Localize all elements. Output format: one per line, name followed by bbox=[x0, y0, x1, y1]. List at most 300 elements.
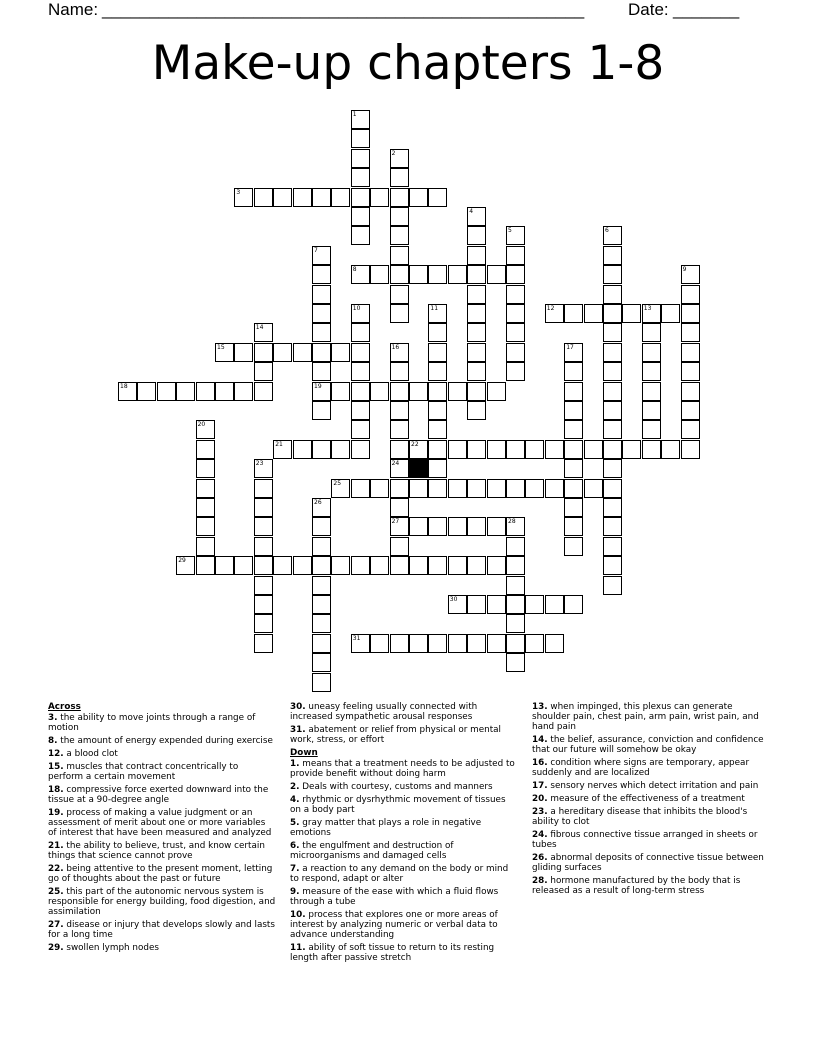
grid-cell[interactable] bbox=[467, 595, 486, 614]
grid-cell[interactable] bbox=[428, 382, 447, 401]
grid-cell[interactable] bbox=[506, 634, 525, 653]
across-clue bbox=[48, 785, 276, 805]
grid-cell[interactable] bbox=[370, 188, 389, 207]
grid-cell[interactable] bbox=[603, 323, 622, 342]
header bbox=[48, 0, 748, 20]
clue-text: a reaction to any demand on the body or mind to respond, adapt or alter bbox=[290, 864, 509, 884]
grid-cell[interactable] bbox=[351, 304, 370, 323]
grid-cell[interactable] bbox=[390, 556, 409, 575]
grid-cell[interactable] bbox=[312, 614, 331, 633]
clue-text: gray matter that plays a role in negative emotions bbox=[290, 818, 482, 838]
grid-cell[interactable] bbox=[467, 362, 486, 381]
grid-cell[interactable] bbox=[661, 304, 680, 323]
grid-cell[interactable] bbox=[234, 188, 253, 207]
grid-cell[interactable] bbox=[467, 265, 486, 284]
grid-cell[interactable] bbox=[196, 420, 215, 439]
grid-cell[interactable] bbox=[545, 595, 564, 614]
grid-cell[interactable] bbox=[525, 440, 544, 459]
grid-cell[interactable] bbox=[661, 440, 680, 459]
clue-number: 17 bbox=[566, 343, 574, 351]
grid-cell[interactable] bbox=[428, 556, 447, 575]
grid-cell[interactable] bbox=[312, 304, 331, 323]
grid-cell[interactable] bbox=[564, 362, 583, 381]
grid-cell[interactable] bbox=[603, 343, 622, 362]
grid-cell[interactable] bbox=[467, 285, 486, 304]
grid-cell[interactable] bbox=[448, 382, 467, 401]
grid-cell[interactable] bbox=[681, 440, 700, 459]
grid-cell[interactable] bbox=[506, 226, 525, 245]
grid-cell[interactable] bbox=[351, 634, 370, 653]
grid-cell[interactable] bbox=[545, 304, 564, 323]
grid-cell[interactable] bbox=[196, 537, 215, 556]
grid-cell[interactable] bbox=[603, 498, 622, 517]
grid-cell[interactable] bbox=[234, 382, 253, 401]
grid-cell[interactable] bbox=[254, 517, 273, 536]
grid-cell[interactable] bbox=[584, 304, 603, 323]
grid-cell[interactable] bbox=[254, 323, 273, 342]
grid-cell[interactable] bbox=[564, 517, 583, 536]
grid-cell[interactable] bbox=[196, 556, 215, 575]
grid-cell[interactable] bbox=[506, 614, 525, 633]
clue-number-label: 15. bbox=[48, 762, 64, 772]
grid-cell[interactable] bbox=[428, 323, 447, 342]
grid-cell[interactable] bbox=[409, 382, 428, 401]
grid-cell[interactable] bbox=[390, 362, 409, 381]
grid-cell[interactable] bbox=[390, 498, 409, 517]
grid-cell[interactable] bbox=[312, 246, 331, 265]
grid-cell[interactable] bbox=[331, 382, 350, 401]
grid-cell[interactable] bbox=[448, 595, 467, 614]
grid-cell[interactable] bbox=[428, 440, 447, 459]
grid-cell[interactable] bbox=[681, 420, 700, 439]
grid-cell[interactable] bbox=[293, 556, 312, 575]
grid-cell[interactable] bbox=[564, 537, 583, 556]
grid-cell[interactable] bbox=[293, 343, 312, 362]
grid-cell[interactable] bbox=[428, 459, 447, 478]
grid-cell[interactable] bbox=[448, 479, 467, 498]
clue-number: 16 bbox=[391, 343, 400, 351]
grid-cell[interactable] bbox=[312, 285, 331, 304]
grid-cell[interactable] bbox=[254, 537, 273, 556]
grid-cell[interactable] bbox=[254, 382, 273, 401]
date-line[interactable]: _______ bbox=[673, 0, 740, 19]
grid-cell[interactable] bbox=[448, 265, 467, 284]
grid-cell[interactable] bbox=[118, 382, 137, 401]
grid-cell[interactable] bbox=[351, 362, 370, 381]
grid-cell[interactable] bbox=[603, 556, 622, 575]
grid-cell[interactable] bbox=[312, 537, 331, 556]
grid-cell[interactable] bbox=[351, 343, 370, 362]
grid-cell[interactable] bbox=[467, 401, 486, 420]
grid-cell[interactable] bbox=[564, 440, 583, 459]
grid-cell[interactable] bbox=[312, 556, 331, 575]
grid-cell[interactable] bbox=[390, 149, 409, 168]
grid-cell[interactable] bbox=[351, 188, 370, 207]
clue-number-label: 19. bbox=[48, 808, 64, 818]
grid-cell[interactable] bbox=[254, 479, 273, 498]
grid-cell[interactable] bbox=[390, 634, 409, 653]
clue-number: 6 bbox=[605, 227, 609, 235]
clue-number-label: 10. bbox=[290, 910, 306, 920]
grid-cell[interactable] bbox=[351, 323, 370, 342]
grid-cell[interactable] bbox=[312, 498, 331, 517]
grid-cell[interactable] bbox=[428, 188, 447, 207]
grid-cell[interactable] bbox=[351, 420, 370, 439]
down-clue bbox=[532, 830, 768, 850]
grid-cell[interactable] bbox=[351, 479, 370, 498]
grid-cell[interactable] bbox=[312, 517, 331, 536]
grid-cell[interactable] bbox=[351, 265, 370, 284]
grid-cell[interactable] bbox=[622, 304, 641, 323]
grid-cell[interactable] bbox=[254, 576, 273, 595]
grid-cell[interactable] bbox=[428, 401, 447, 420]
clue-number: 21 bbox=[275, 440, 283, 448]
grid-cell[interactable] bbox=[467, 343, 486, 362]
down-clue bbox=[532, 794, 768, 804]
grid-cell[interactable] bbox=[681, 382, 700, 401]
grid-cell[interactable] bbox=[390, 517, 409, 536]
grid-cell[interactable] bbox=[390, 440, 409, 459]
grid-cell[interactable] bbox=[681, 265, 700, 284]
grid-cell[interactable] bbox=[603, 265, 622, 284]
grid-cell[interactable] bbox=[506, 556, 525, 575]
grid-cell[interactable] bbox=[448, 634, 467, 653]
grid-cell[interactable] bbox=[351, 207, 370, 226]
grid-cell[interactable] bbox=[331, 343, 350, 362]
across-clue bbox=[48, 887, 276, 917]
grid-cell[interactable] bbox=[603, 382, 622, 401]
grid-cell[interactable] bbox=[622, 440, 641, 459]
grid-cell[interactable] bbox=[487, 265, 506, 284]
clue-number: 22 bbox=[411, 440, 419, 448]
grid-cell[interactable] bbox=[331, 556, 350, 575]
grid-cell[interactable] bbox=[603, 246, 622, 265]
grid-cell[interactable] bbox=[312, 265, 331, 284]
grid-cell[interactable] bbox=[467, 246, 486, 265]
grid-cell[interactable] bbox=[409, 265, 428, 284]
grid-cell[interactable] bbox=[681, 304, 700, 323]
grid-cell[interactable] bbox=[603, 576, 622, 595]
grid-cell[interactable] bbox=[196, 479, 215, 498]
grid-cell[interactable] bbox=[448, 440, 467, 459]
grid-cell[interactable] bbox=[506, 479, 525, 498]
grid-cell[interactable] bbox=[642, 323, 661, 342]
grid-cell[interactable] bbox=[409, 556, 428, 575]
clue-text: rhythmic or dysrhythmic movement of tissues on a body part bbox=[290, 795, 506, 815]
grid-cell[interactable] bbox=[351, 440, 370, 459]
grid-cell[interactable] bbox=[467, 226, 486, 245]
grid-cell[interactable] bbox=[564, 382, 583, 401]
clue-number-label: 11. bbox=[290, 943, 306, 953]
grid-cell[interactable] bbox=[351, 110, 370, 129]
grid-cell[interactable] bbox=[409, 188, 428, 207]
grid-cell[interactable] bbox=[467, 556, 486, 575]
grid-cell[interactable] bbox=[254, 595, 273, 614]
clue-text: disease or injury that develops slowly and lasts for a long time bbox=[48, 920, 275, 940]
grid-cell[interactable] bbox=[390, 304, 409, 323]
grid-cell[interactable] bbox=[506, 246, 525, 265]
clue-number: 13 bbox=[643, 305, 652, 312]
grid-cell[interactable] bbox=[642, 401, 661, 420]
grid-cell[interactable] bbox=[564, 401, 583, 420]
grid-cell[interactable] bbox=[312, 653, 331, 672]
grid-cell[interactable] bbox=[409, 517, 428, 536]
grid-cell[interactable] bbox=[603, 226, 622, 245]
grid-cell[interactable] bbox=[467, 440, 486, 459]
grid-cell[interactable] bbox=[312, 323, 331, 342]
grid-cell[interactable] bbox=[390, 285, 409, 304]
grid-cell[interactable] bbox=[603, 401, 622, 420]
grid-cell[interactable] bbox=[564, 420, 583, 439]
grid-cell[interactable] bbox=[390, 459, 409, 478]
across-clue-list-continued bbox=[290, 702, 518, 745]
grid-cell[interactable] bbox=[196, 459, 215, 478]
grid-cell[interactable] bbox=[312, 188, 331, 207]
grid-cell[interactable] bbox=[351, 168, 370, 187]
grid-cell[interactable] bbox=[506, 517, 525, 536]
grid-cell[interactable] bbox=[642, 440, 661, 459]
grid-cell[interactable] bbox=[506, 440, 525, 459]
grid-cell[interactable] bbox=[312, 634, 331, 653]
grid-cell[interactable] bbox=[331, 479, 350, 498]
grid-cell[interactable] bbox=[681, 323, 700, 342]
grid-cell[interactable] bbox=[157, 382, 176, 401]
grid-cell[interactable] bbox=[642, 304, 661, 323]
clue-number: 4 bbox=[469, 208, 474, 215]
clue-number-label: 22. bbox=[48, 864, 64, 874]
grid-cell[interactable] bbox=[273, 556, 292, 575]
name-line[interactable]: ___________________________________________________ bbox=[102, 0, 585, 19]
grid-cell[interactable] bbox=[196, 440, 215, 459]
grid-cell[interactable] bbox=[564, 498, 583, 517]
grid-cell[interactable] bbox=[312, 382, 331, 401]
grid-cell[interactable] bbox=[603, 304, 622, 323]
grid-cell[interactable] bbox=[254, 459, 273, 478]
grid-cell[interactable] bbox=[506, 576, 525, 595]
grid-cell[interactable] bbox=[196, 517, 215, 536]
grid-cell[interactable] bbox=[254, 188, 273, 207]
grid-cell[interactable] bbox=[467, 323, 486, 342]
clue-number: 5 bbox=[508, 227, 512, 235]
grid-cell[interactable] bbox=[390, 188, 409, 207]
grid-cell[interactable] bbox=[351, 382, 370, 401]
grid-cell[interactable] bbox=[506, 304, 525, 323]
grid-cell[interactable] bbox=[390, 265, 409, 284]
grid-cell[interactable] bbox=[642, 362, 661, 381]
grid-cell[interactable] bbox=[487, 479, 506, 498]
grid-cell[interactable] bbox=[603, 479, 622, 498]
grid-cell[interactable] bbox=[370, 556, 389, 575]
grid-cell[interactable] bbox=[370, 382, 389, 401]
grid-cell[interactable] bbox=[564, 595, 583, 614]
grid-cell[interactable] bbox=[312, 440, 331, 459]
grid-cell[interactable] bbox=[312, 673, 331, 692]
grid-cell[interactable] bbox=[390, 168, 409, 187]
grid-cell[interactable] bbox=[525, 479, 544, 498]
grid-cell[interactable] bbox=[428, 343, 447, 362]
clues-column-3 bbox=[532, 702, 768, 899]
grid-cell[interactable] bbox=[273, 440, 292, 459]
grid-cell[interactable] bbox=[642, 382, 661, 401]
grid-cell[interactable] bbox=[215, 556, 234, 575]
grid-cell[interactable] bbox=[603, 440, 622, 459]
grid-cell[interactable] bbox=[312, 576, 331, 595]
grid-cell[interactable] bbox=[312, 362, 331, 381]
grid-cell[interactable] bbox=[564, 479, 583, 498]
grid-cell[interactable] bbox=[254, 634, 273, 653]
grid-cell[interactable] bbox=[467, 517, 486, 536]
clue-text: the engulfment and destruction of microorganisms and damaged cells bbox=[290, 841, 454, 861]
grid-cell[interactable] bbox=[273, 343, 292, 362]
grid-cell[interactable] bbox=[428, 517, 447, 536]
grid-cell[interactable] bbox=[506, 343, 525, 362]
grid-cell[interactable] bbox=[351, 401, 370, 420]
grid-cell[interactable] bbox=[584, 479, 603, 498]
grid-cell[interactable] bbox=[234, 556, 253, 575]
clue-text: process that explores one or more areas of interest by analyzing numeric or verbal data to advance understanding bbox=[290, 910, 498, 940]
clue-number-label: 23. bbox=[532, 807, 548, 817]
grid-cell[interactable] bbox=[603, 420, 622, 439]
grid-cell[interactable] bbox=[137, 382, 156, 401]
grid-cell[interactable] bbox=[234, 343, 253, 362]
clue-number: 11 bbox=[430, 305, 439, 312]
grid-cell[interactable] bbox=[603, 537, 622, 556]
grid-cell[interactable] bbox=[487, 382, 506, 401]
grid-cell[interactable] bbox=[506, 537, 525, 556]
grid-cell[interactable] bbox=[273, 188, 292, 207]
clue-text: ability of soft tissue to return to its resting length after passive stretch bbox=[290, 943, 495, 963]
clue-text: the ability to move joints through a range of motion bbox=[48, 713, 256, 733]
grid-cell[interactable] bbox=[681, 285, 700, 304]
grid-cell[interactable] bbox=[293, 188, 312, 207]
grid-cell[interactable] bbox=[312, 595, 331, 614]
down-clue bbox=[290, 943, 518, 963]
grid-cell[interactable] bbox=[351, 129, 370, 148]
grid-cell[interactable] bbox=[506, 265, 525, 284]
grid-cell[interactable] bbox=[448, 517, 467, 536]
grid-cell[interactable] bbox=[312, 401, 331, 420]
grid-cell[interactable] bbox=[487, 517, 506, 536]
grid-cell[interactable] bbox=[196, 498, 215, 517]
grid-cell[interactable] bbox=[390, 246, 409, 265]
grid-cell[interactable] bbox=[390, 343, 409, 362]
grid-cell[interactable] bbox=[525, 634, 544, 653]
clue-number: 31 bbox=[352, 634, 361, 642]
grid-cell[interactable] bbox=[428, 479, 447, 498]
grid-cell[interactable] bbox=[681, 343, 700, 362]
clue-number-label: 26. bbox=[532, 853, 548, 863]
grid-cell[interactable] bbox=[254, 498, 273, 517]
grid-cell[interactable] bbox=[487, 634, 506, 653]
grid-cell[interactable] bbox=[428, 304, 447, 323]
grid-cell[interactable] bbox=[564, 343, 583, 362]
grid-cell[interactable] bbox=[196, 382, 215, 401]
grid-cell[interactable] bbox=[681, 401, 700, 420]
grid-cell[interactable] bbox=[506, 653, 525, 672]
across-heading: Across bbox=[48, 702, 81, 712]
grid-cell[interactable] bbox=[351, 556, 370, 575]
grid-cell[interactable] bbox=[215, 382, 234, 401]
grid-cell[interactable] bbox=[506, 323, 525, 342]
grid-cell[interactable] bbox=[390, 401, 409, 420]
grid-cell[interactable] bbox=[312, 343, 331, 362]
grid-cell[interactable] bbox=[603, 459, 622, 478]
grid-cell[interactable] bbox=[564, 459, 583, 478]
grid-cell[interactable] bbox=[603, 517, 622, 536]
grid-cell[interactable] bbox=[681, 362, 700, 381]
grid-cell[interactable] bbox=[603, 285, 622, 304]
grid-cell[interactable] bbox=[254, 343, 273, 362]
grid-cell[interactable] bbox=[351, 226, 370, 245]
grid-cell[interactable] bbox=[428, 362, 447, 381]
grid-cell[interactable] bbox=[254, 362, 273, 381]
grid-cell[interactable] bbox=[370, 479, 389, 498]
grid-cell[interactable] bbox=[176, 556, 195, 575]
clue-number-label: 9. bbox=[290, 887, 300, 897]
grid-cell[interactable] bbox=[293, 440, 312, 459]
grid-cell[interactable] bbox=[409, 479, 428, 498]
grid-cell[interactable] bbox=[506, 285, 525, 304]
grid-cell[interactable] bbox=[545, 634, 564, 653]
grid-cell[interactable] bbox=[525, 595, 544, 614]
grid-cell[interactable] bbox=[467, 207, 486, 226]
grid-cell[interactable] bbox=[467, 382, 486, 401]
grid-cell[interactable] bbox=[390, 537, 409, 556]
clue-text: the belief, assurance, conviction and confidence that our future will somehow be okay bbox=[532, 735, 764, 755]
grid-cell[interactable] bbox=[254, 556, 273, 575]
grid-cell[interactable] bbox=[390, 207, 409, 226]
clue-text: this part of the autonomic nervous system is responsible for energy building, food digestion, and assimilation bbox=[48, 887, 276, 917]
grid-cell[interactable] bbox=[390, 420, 409, 439]
grid-cell[interactable] bbox=[487, 440, 506, 459]
grid-cell[interactable] bbox=[642, 343, 661, 362]
grid-cell[interactable] bbox=[351, 149, 370, 168]
grid-cell[interactable] bbox=[467, 479, 486, 498]
grid-cell[interactable] bbox=[331, 440, 350, 459]
grid-cell[interactable] bbox=[487, 556, 506, 575]
grid-cell[interactable] bbox=[584, 440, 603, 459]
grid-cell[interactable] bbox=[331, 188, 350, 207]
grid-cell[interactable] bbox=[409, 634, 428, 653]
grid-cell[interactable] bbox=[390, 479, 409, 498]
clue-number: 7 bbox=[314, 246, 318, 254]
grid-cell[interactable] bbox=[487, 595, 506, 614]
grid-cell[interactable] bbox=[467, 634, 486, 653]
clue-text: means that a treatment needs to be adjusted to provide benefit without doing harm bbox=[290, 759, 515, 779]
grid-cell[interactable] bbox=[428, 265, 447, 284]
grid-cell[interactable] bbox=[428, 420, 447, 439]
grid-cell[interactable] bbox=[254, 614, 273, 633]
grid-cell[interactable] bbox=[390, 226, 409, 245]
clue-text: sensory nerves which detect irritation and pain bbox=[547, 781, 759, 791]
grid-cell[interactable] bbox=[370, 634, 389, 653]
grid-cell[interactable] bbox=[390, 382, 409, 401]
grid-cell[interactable] bbox=[506, 595, 525, 614]
grid-cell[interactable] bbox=[176, 382, 195, 401]
grid-cell[interactable] bbox=[545, 479, 564, 498]
grid-cell[interactable] bbox=[603, 362, 622, 381]
grid-cell[interactable] bbox=[448, 556, 467, 575]
grid-cell[interactable] bbox=[545, 440, 564, 459]
grid-cell[interactable] bbox=[467, 304, 486, 323]
grid-cell[interactable] bbox=[642, 420, 661, 439]
grid-cell[interactable] bbox=[564, 304, 583, 323]
grid-cell[interactable] bbox=[370, 265, 389, 284]
grid-cell[interactable] bbox=[215, 343, 234, 362]
grid-cell[interactable] bbox=[409, 440, 428, 459]
grid-cell[interactable] bbox=[428, 634, 447, 653]
grid-cell[interactable] bbox=[506, 362, 525, 381]
